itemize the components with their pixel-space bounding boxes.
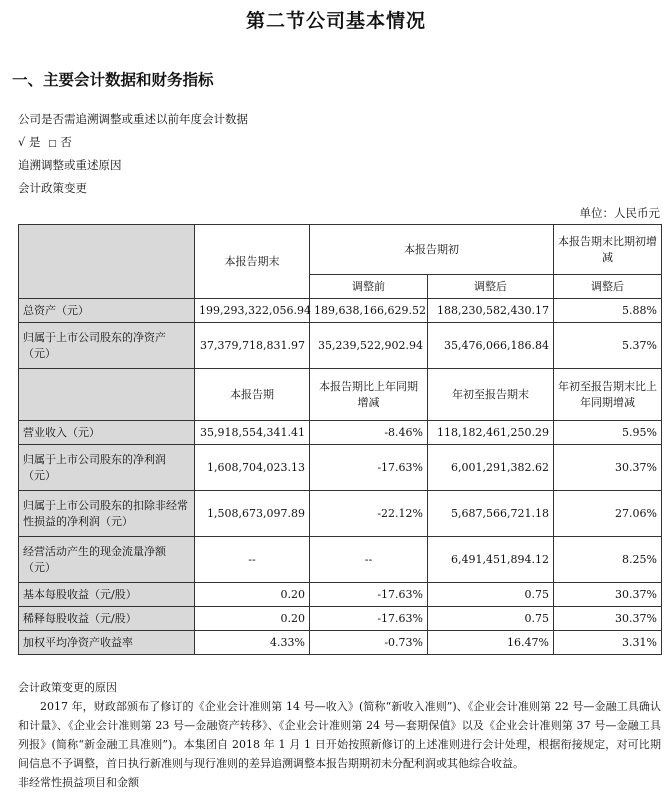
table-row <box>19 299 662 323</box>
header-ytd-yoy-change: 年初至报告期末比上年同期增减 <box>554 369 662 421</box>
cell: 35,476,066,186.84 <box>428 323 554 369</box>
cell: 6,001,291,382.62 <box>428 445 554 491</box>
cell: 188,230,582,430.17 <box>428 299 554 323</box>
header-blank-2 <box>19 369 195 421</box>
row-label: 基本每股收益（元/股） <box>19 583 195 607</box>
cell: 30.37% <box>554 445 662 491</box>
page-title: 第二节公司基本情况 <box>245 10 426 32</box>
header-current-period: 本报告期 <box>195 369 310 421</box>
cell: 4.33% <box>195 631 310 655</box>
answer-yes: √ 是 <box>18 135 41 149</box>
header-period-end: 本报告期末 <box>195 225 310 299</box>
header-change: 本报告期末比期初增减 <box>554 225 662 275</box>
cell: 3.31% <box>554 631 662 655</box>
checkbox-icon: □ <box>48 139 57 149</box>
cell: 5.37% <box>554 323 662 369</box>
cell: 0.75 <box>428 607 554 631</box>
currency-unit: 单位：人民币元 <box>579 206 660 220</box>
cell: 35,918,554,341.41 <box>195 421 310 445</box>
section-heading: 一、主要会计数据和财务指标 <box>12 71 214 89</box>
row-label: 营业收入（元） <box>19 421 195 445</box>
cell: 37,379,718,831.97 <box>195 323 310 369</box>
header-row-3 <box>19 369 662 421</box>
answer-no: 否 <box>60 135 72 149</box>
cell: 0.20 <box>195 583 310 607</box>
restatement-answer <box>18 134 72 150</box>
cell: -- <box>195 537 310 583</box>
header-after-adjust: 调整后 <box>428 275 554 299</box>
header-blank <box>19 225 195 299</box>
cell: -17.63% <box>310 445 428 491</box>
cell: 27.06% <box>554 491 662 537</box>
policy-change-label: 会计政策变更 <box>18 181 87 195</box>
cell: -0.73% <box>310 631 428 655</box>
cell: 5.88% <box>554 299 662 323</box>
cell: 8.25% <box>554 537 662 583</box>
notes-section <box>18 678 661 792</box>
cell: -22.12% <box>310 491 428 537</box>
table-row <box>19 491 662 537</box>
row-label: 稀释每股收益（元/股） <box>19 607 195 631</box>
cell: 0.20 <box>195 607 310 631</box>
header-period-begin: 本报告期初 <box>310 225 554 275</box>
cell: -- <box>310 537 428 583</box>
cell: 30.37% <box>554 607 662 631</box>
row-label: 归属于上市公司股东的净利润（元） <box>19 445 195 491</box>
cell: 0.75 <box>428 583 554 607</box>
restatement-reason-label: 追溯调整或重述原因 <box>18 158 122 172</box>
table-row <box>19 421 662 445</box>
cell: 16.47% <box>428 631 554 655</box>
row-label: 加权平均净资产收益率 <box>19 631 195 655</box>
header-row-1 <box>19 225 662 275</box>
cell: 199,293,322,056.94 <box>195 299 310 323</box>
cell: 118,182,461,250.29 <box>428 421 554 445</box>
cell: -17.63% <box>310 583 428 607</box>
cell: 35,239,522,902.94 <box>310 323 428 369</box>
header-ytd: 年初至报告期末 <box>428 369 554 421</box>
table-row <box>19 607 662 631</box>
cell: 6,491,451,894.12 <box>428 537 554 583</box>
table-row <box>19 631 662 655</box>
nonrecurring-items-heading: 非经常性损益项目和金额 <box>18 776 139 789</box>
financial-data-table <box>18 224 662 655</box>
cell: 189,638,166,629.52 <box>310 299 428 323</box>
header-after-adjust-2: 调整后 <box>554 275 662 299</box>
policy-change-paragraph: 2017 年，财政部颁布了修订的《企业会计准则第 14 号—收入》(简称“新收入准则”)、《企业会计准则第 22 号—金融工具确认和计量》、《企业会计准则第 23 号—金融资产转移》、《企业会计准则第 24 号—套期保值》以及《企业会计准则第 37 号—金融工具列报》(简称“新金融工具准则”)。本集团自 2018 年 1 月 1 日开始按照新修订的上述准则进行会计处理，根据衔接规定，对可比期间信息不予调整，首日执行新准则与现行准则的差异追溯调整本报告期期初未分配利润或其他综合收益。 <box>18 700 661 770</box>
table-row <box>19 323 662 369</box>
row-label: 经营活动产生的现金流量净额（元） <box>19 537 195 583</box>
header-before-adjust: 调整前 <box>310 275 428 299</box>
cell: 30.37% <box>554 583 662 607</box>
cell: 5.95% <box>554 421 662 445</box>
table-row <box>19 537 662 583</box>
cell: 1,608,704,023.13 <box>195 445 310 491</box>
restatement-question: 公司是否需追溯调整或重述以前年度会计数据 <box>18 112 248 126</box>
policy-change-reason-heading: 会计政策变更的原因 <box>18 681 117 694</box>
header-yoy-change: 本报告期比上年同期增减 <box>310 369 428 421</box>
row-label: 归属于上市公司股东的净资产（元） <box>19 323 195 369</box>
table-row <box>19 445 662 491</box>
row-label: 归属于上市公司股东的扣除非经常性损益的净利润（元） <box>19 491 195 537</box>
row-label: 总资产（元） <box>19 299 195 323</box>
cell: -17.63% <box>310 607 428 631</box>
cell: 5,687,566,721.18 <box>428 491 554 537</box>
cell: 1,508,673,097.89 <box>195 491 310 537</box>
table-row <box>19 583 662 607</box>
cell: -8.46% <box>310 421 428 445</box>
